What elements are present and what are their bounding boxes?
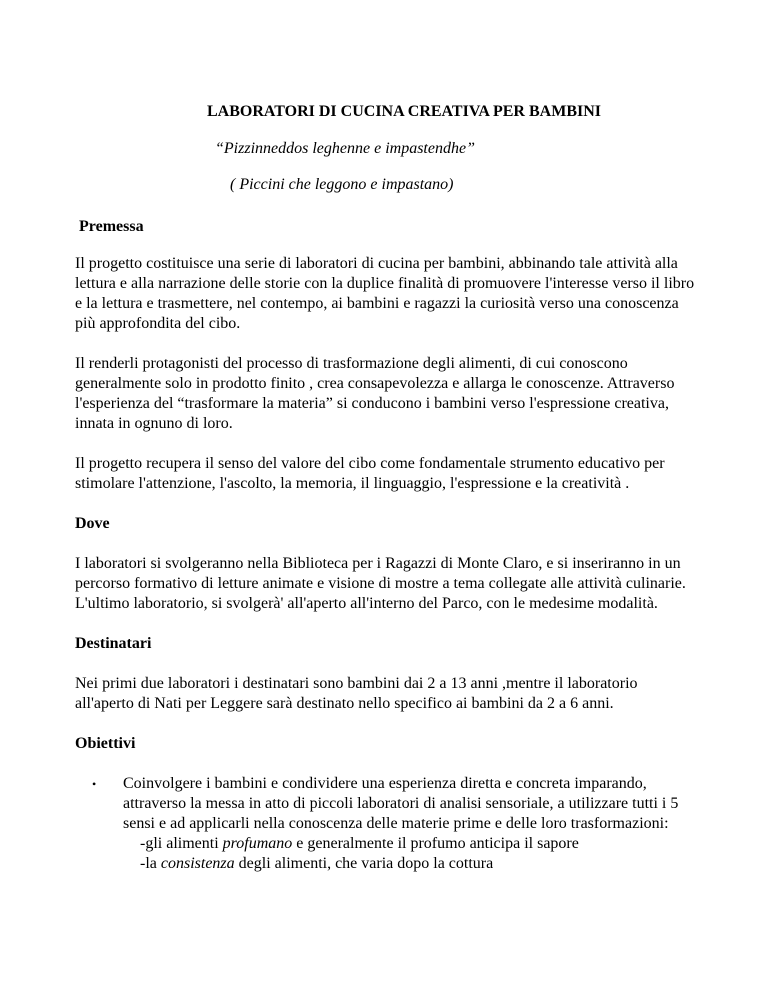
obiettivi-sub-line-1: -gli alimenti profumano e generalmente il profumo anticipa il sapore (140, 835, 579, 852)
obiettivi-sub-line-2: -la consistenza degli alimenti, che varia dopo la cottura (140, 855, 494, 872)
obiettivi-list-item (75, 774, 695, 874)
obiettivi-bullet-text: Coinvolgere i bambini e condividere una esperienza diretta e concreta imparando, attraverso la messa in atto di piccoli laboratori di analisi sensoriale, a utilizzare tutti i 5 sensi e ad applicarli nella conoscenza delle materie prime e delle loro trasformazioni: (123, 775, 679, 832)
destinatari-paragraph: Nei primi due laboratori i destinatari sono bambini dai 2 a 13 anni ,mentre il laboratorio all'aperto di Nati per Leggere sarà destinato nello specifico ai bambini da 2 a 6 anni. (75, 675, 638, 712)
document-page (75, 102, 695, 874)
document-subtitle: “Pizzinneddos leghenne e impastendhe” (215, 140, 475, 157)
document-title: LABORATORI DI CUCINA CREATIVA PER BAMBINI (207, 103, 601, 120)
heading-obiettivi: Obiettivi (75, 735, 136, 752)
document-subtitle-translation: ( Piccini che leggono e impastano) (230, 176, 454, 193)
heading-premessa: Premessa (79, 218, 144, 235)
premessa-paragraph-3: Il progetto recupera il senso del valore del cibo come fondamentale strumento educativo per stimolare l'attenzione, l'ascolto, la memoria, il linguaggio, l'espressione e la creatività . (75, 455, 665, 492)
emphasis-consistenza: consistenza (160, 855, 235, 872)
heading-dove: Dove (75, 515, 110, 532)
emphasis-profumano: profumano (222, 835, 293, 852)
bullet-icon: • (92, 777, 97, 791)
premessa-paragraph-1: Il progetto costituisce una serie di laboratori di cucina per bambini, abbinando tale attività alla lettura e alla narrazione delle storie con la duplice finalità di promuovere l'interesse verso il libro e la lettura e trasmettere, nel contempo, ai bambini e ragazzi la curiosità verso una conoscenza più approfondita del cibo. (75, 255, 695, 332)
heading-destinatari: Destinatari (75, 635, 152, 652)
dove-paragraph: I laboratori si svolgeranno nella Biblioteca per i Ragazzi di Monte Claro, e si inseriranno in un percorso formativo di letture animate e visione di mostre a tema collegate alle attività culinarie. L'ultimo laboratorio, si svolgerà' all'aperto all'interno del Parco, con le medesime modalità. (75, 555, 686, 612)
premessa-paragraph-2: Il renderli protagonisti del processo di trasformazione degli alimenti, di cui conoscono generalmente solo in prodotto finito , crea consapevolezza e allarga le conoscenze. Attraverso l'esperienza del “trasformare la materia” si conducono i bambini verso l'espressione creativa, innata in ognuno di loro. (75, 355, 675, 432)
